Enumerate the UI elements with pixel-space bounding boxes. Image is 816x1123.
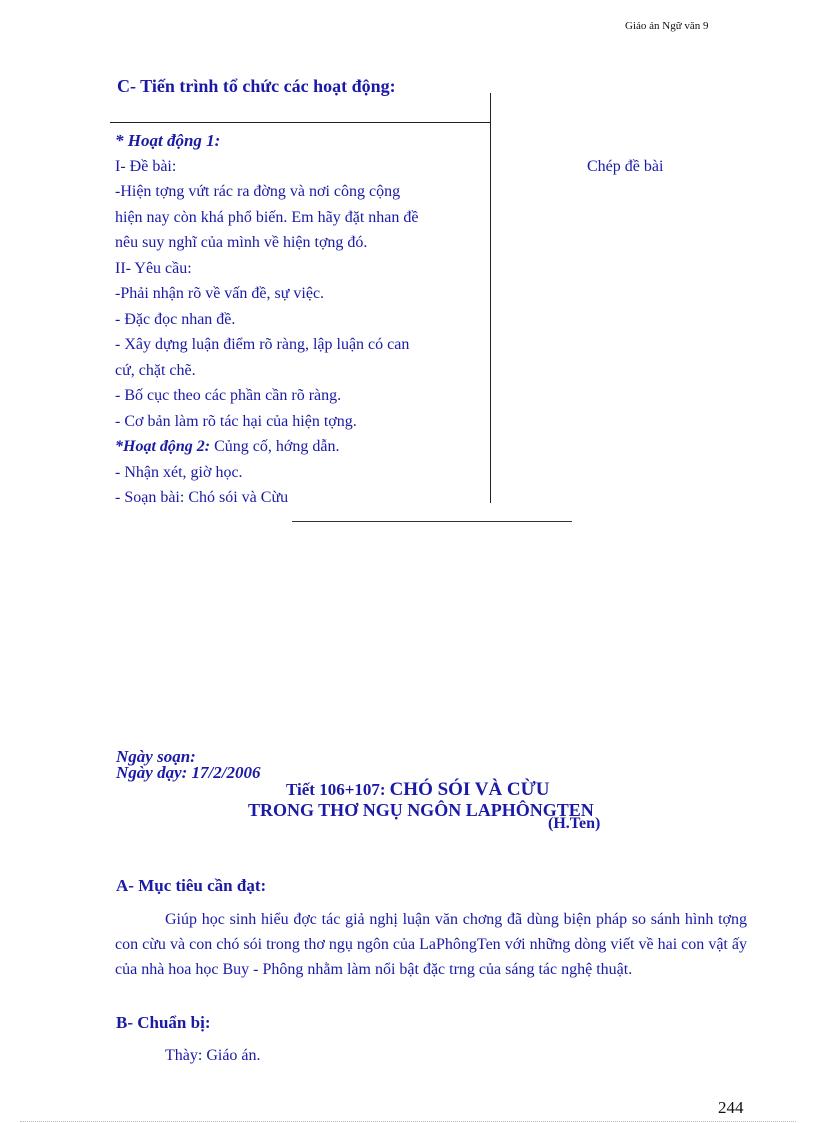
page-number: 244 bbox=[718, 1098, 744, 1117]
activity2-line bbox=[115, 434, 485, 460]
lesson-author: (H.Ten) bbox=[548, 815, 601, 832]
activity-line: -Phải nhận rõ về vấn đề, sự việc. bbox=[115, 285, 325, 302]
section-b-title: B- Chuẩn bị: bbox=[116, 1013, 211, 1032]
section-a-paragraph: Giúp học sinh hiểu đợc tác giả nghị luận văn chơng đã dùng biện pháp so sánh hình tợng con cừu và con chó sói trong thơ ngụ ngôn của LaPhôngTen với những dòng viết về hai con vật ấy của nhà hoa học Buy - Phông nhằm làm nổi bật đặc trng của sáng tác nghệ thuật. bbox=[115, 911, 747, 978]
activity-line: - Đặc đọc nhan đề. bbox=[115, 310, 236, 328]
lesson-subtitle: TRONG THƠ NGỤ NGÔN LAPHÔNGTEN bbox=[248, 800, 594, 820]
ngay-day: Ngày dạy: 17/2/2006 bbox=[116, 763, 261, 782]
lesson-title: CHÓ SÓI VÀ CỪU bbox=[389, 779, 550, 800]
activity-line: hiện nay còn khá phổ biến. Em hãy đặt nhan đề bbox=[115, 208, 419, 226]
ngay-soan: Ngày soạn: bbox=[116, 747, 196, 766]
table-header-rule bbox=[110, 122, 490, 123]
running-header: Giáo án Ngữ văn 9 bbox=[625, 20, 709, 32]
lesson-number: Tiết 106+107: bbox=[286, 780, 386, 799]
closing-line: - Nhận xét, giờ học. bbox=[115, 463, 243, 481]
activity-line: II- Yêu cầu: bbox=[115, 259, 192, 277]
activity-line: -Hiện tợng vứt rác ra đờng và nơi công cộng bbox=[115, 183, 401, 200]
right-column-note: Chép đề bài bbox=[587, 158, 664, 175]
section-b-line: Thày: Giáo án. bbox=[165, 1047, 261, 1064]
activity-line: I- Đề bài: bbox=[115, 157, 177, 175]
section-separator bbox=[292, 521, 572, 522]
closing-line: - Soạn bài: Chó sói và Cừu bbox=[115, 489, 289, 506]
activity2-label: *Hoạt động 2: bbox=[115, 438, 211, 455]
activity2-text: Củng cố, hớng dẫn. bbox=[210, 438, 340, 455]
section-c-title: C- Tiến trình tổ chức các hoạt động: bbox=[117, 76, 396, 96]
footer-rule bbox=[20, 1121, 796, 1122]
activity-line: nêu suy nghĩ của mình về hiện tợng đó. bbox=[115, 234, 368, 251]
activity-line: - Cơ bản làm rõ tác hại của hiện tợng. bbox=[115, 412, 357, 430]
activity1-label: * Hoạt động 1: bbox=[115, 131, 221, 150]
column-divider bbox=[490, 93, 491, 503]
lesson-title-line1 bbox=[286, 779, 550, 801]
section-a-title: A- Mục tiêu cần đạt: bbox=[116, 876, 267, 895]
activity-line: cứ, chặt chẽ. bbox=[115, 361, 196, 379]
activity-line: - Bố cục theo các phần cần rõ ràng. bbox=[115, 387, 342, 404]
activity-line: - Xây dựng luận điểm rõ ràng, lập luận có can bbox=[115, 336, 410, 353]
activity-column bbox=[115, 128, 485, 511]
